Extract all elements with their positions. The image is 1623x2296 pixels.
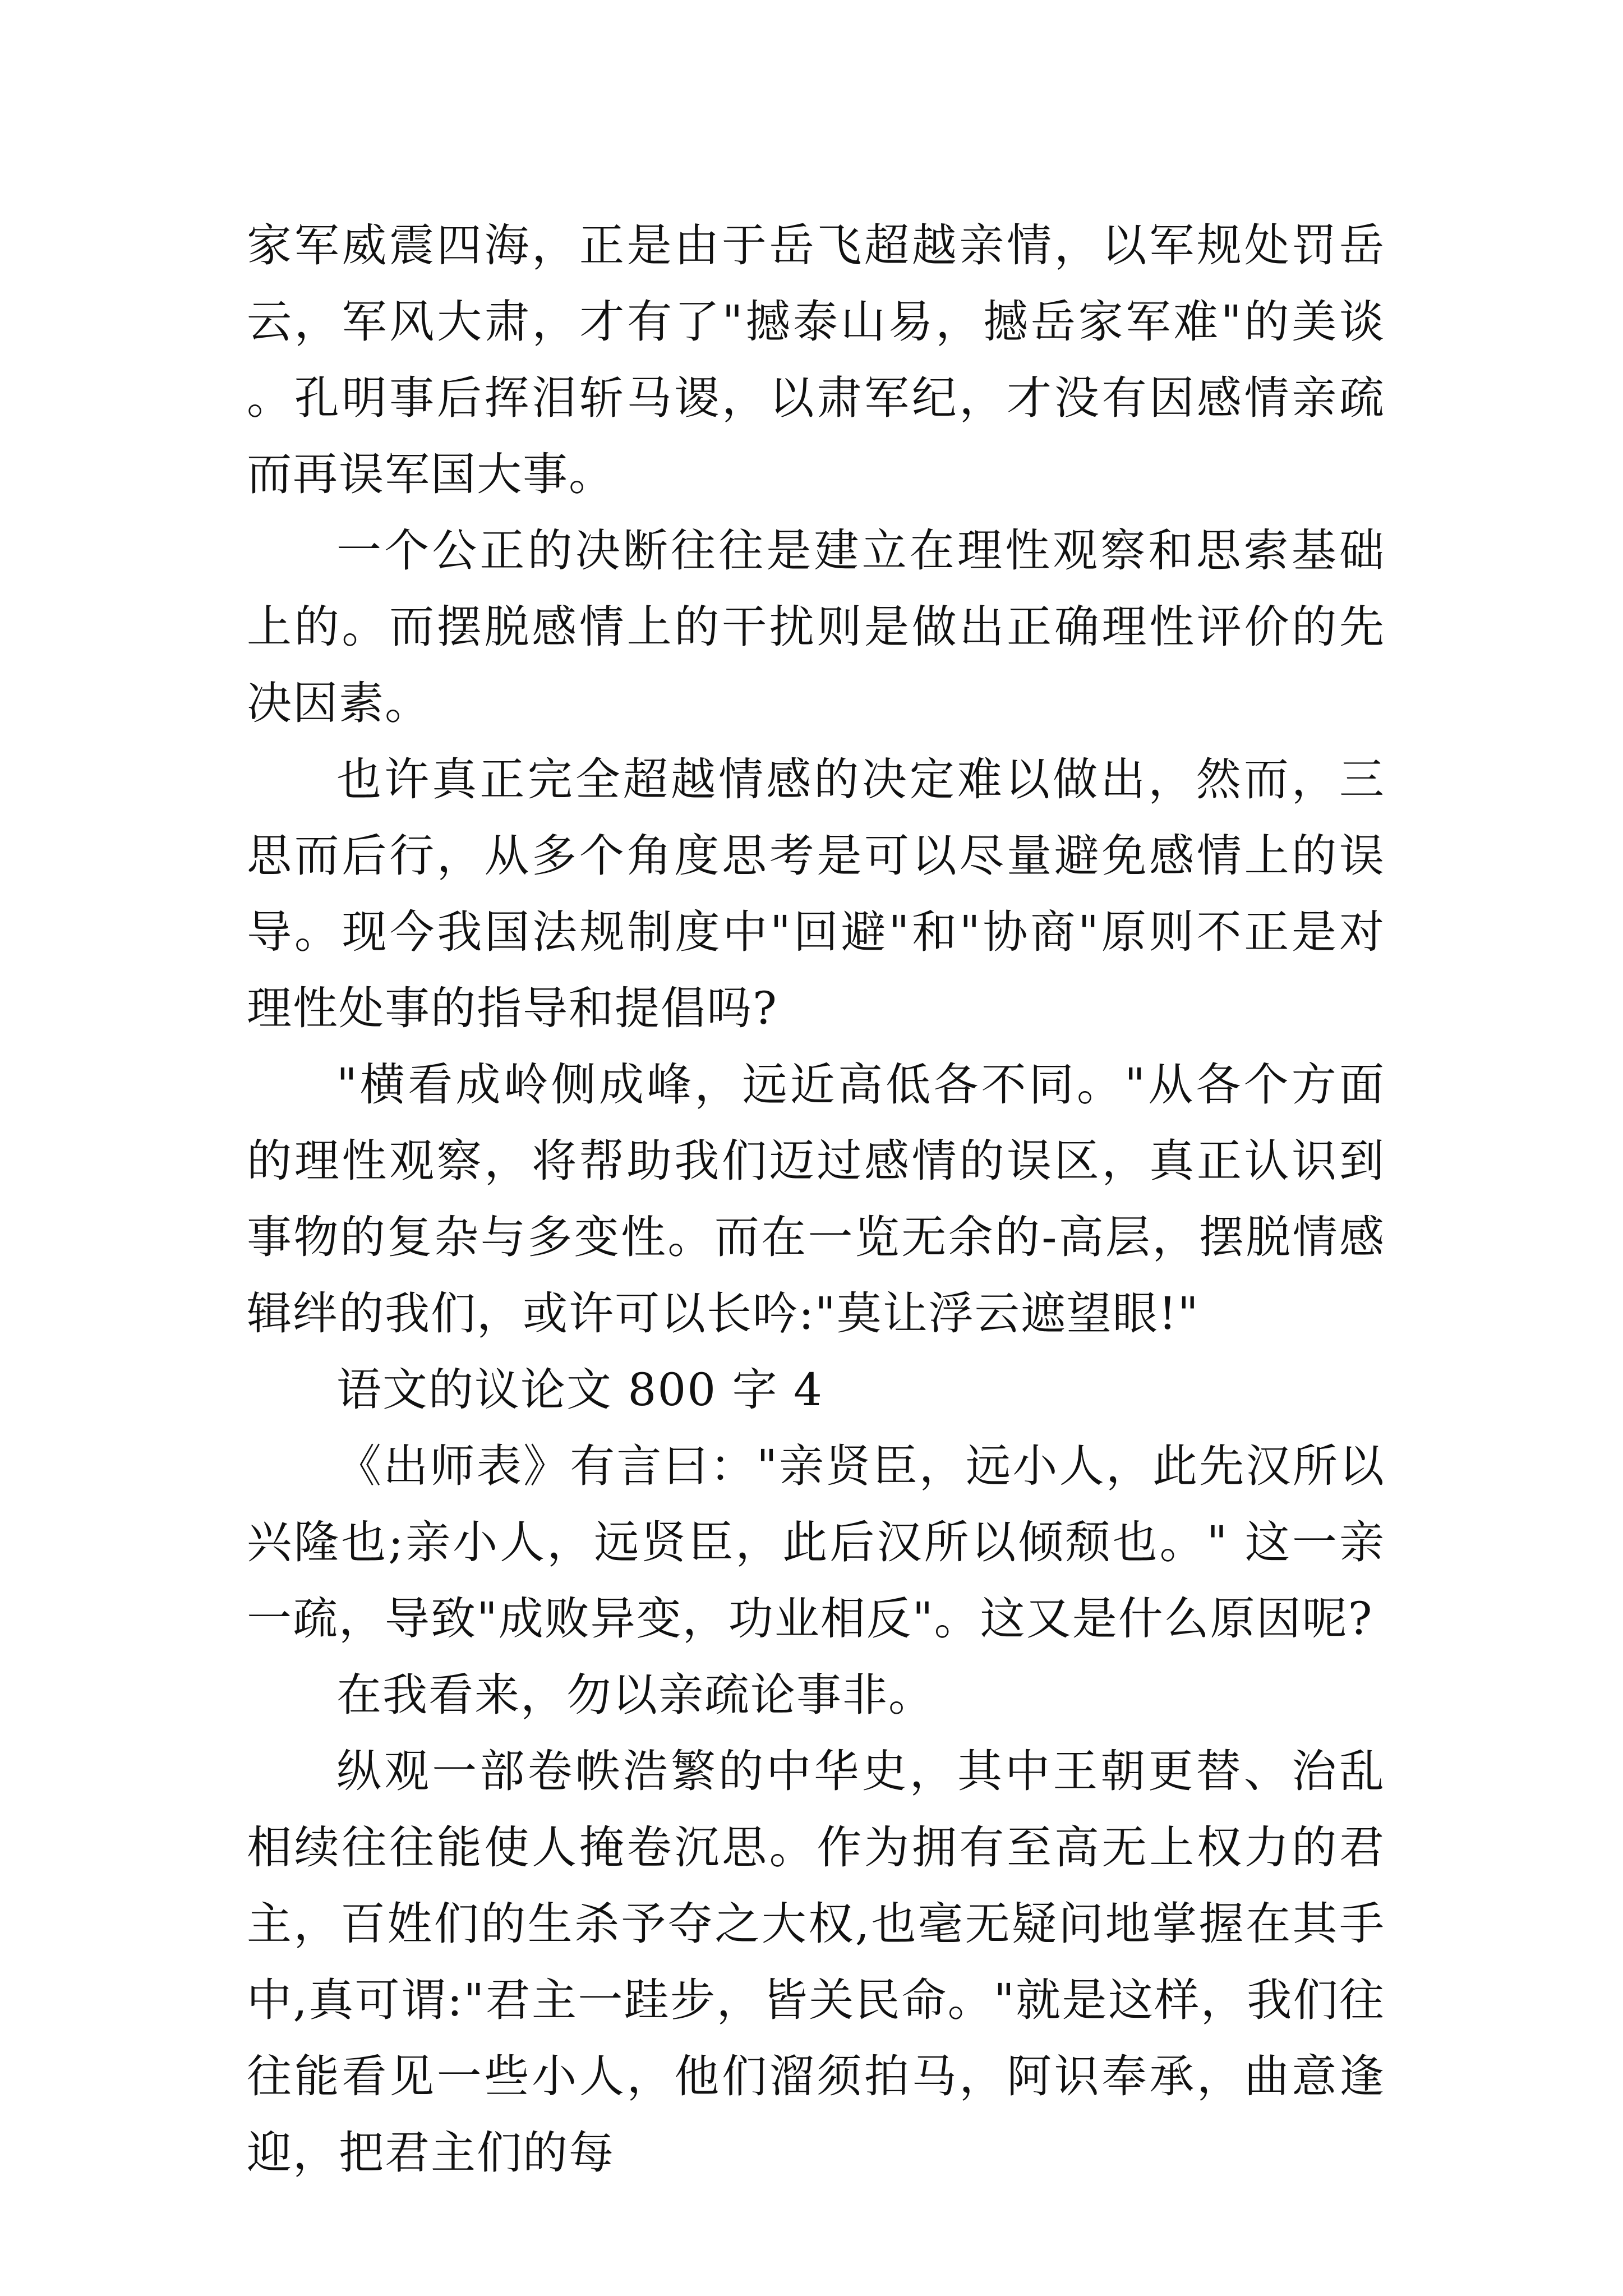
paragraph-4: "横看成岭侧成峰，远近高低各不同。"从各个方面的理性观察，将帮助我们迈过感情的误区，真正认识到事物的复杂与多变性。而在一览无余的-高层，摆脱情感辑绊的我们，或许可以长吟:"莫让浮云遮望眼!" xyxy=(247,1059,1385,1340)
paragraph-6: 在我看来，勿以亲疏论事非。 xyxy=(336,1669,934,1721)
section-heading: 语文的议论文 800 字 4 xyxy=(336,1364,823,1416)
paragraph-3: 也许真正完全超越情感的决定难以做出，然而，三思而后行，从多个角度思考是可以尽量避免感情上的误导。现今我国法规制度中"回避"和"协商"原则不正是对理性处事的指导和提倡吗? xyxy=(247,753,1385,1034)
paragraph-1: 家军威震四海，正是由于岳飞超越亲情，以军规处罚岳云，军风大肃，才有了"撼泰山易，撼岳家军难"的美谈。孔明事后挥泪斩马谡，以肃军纪，才没有因感情亲疏而再误军国大事。 xyxy=(247,219,1385,500)
paragraph-2: 一个公正的决断往往是建立在理性观察和思索基础上的。而摆脱感情上的干扰则是做出正确理性评价的先决因素。 xyxy=(247,524,1385,729)
paragraph-5: 《出师表》有言曰："亲贤臣，远小人，此先汉所以兴隆也;亲小人，远贤臣，此后汉所以倾颓也。" 这一亲一疏，导致"成败异变，功业相反"。这又是什么原因呢? xyxy=(247,1440,1385,1645)
paragraph-7: 纵观一部卷帙浩繁的中华史，其中王朝更替、治乱相续往往能使人掩卷沉思。作为拥有至高无上权力的君主，百姓们的生杀予夺之大权,也毫无疑问地掌握在其手中,真可谓:"君主一跬步，皆关民命。"就是这样，我们往往能看见一些小人，他们溜须拍马，阿识奉承，曲意逢迎，把君主们的每 xyxy=(247,1745,1385,2179)
document-body xyxy=(247,208,1385,2191)
